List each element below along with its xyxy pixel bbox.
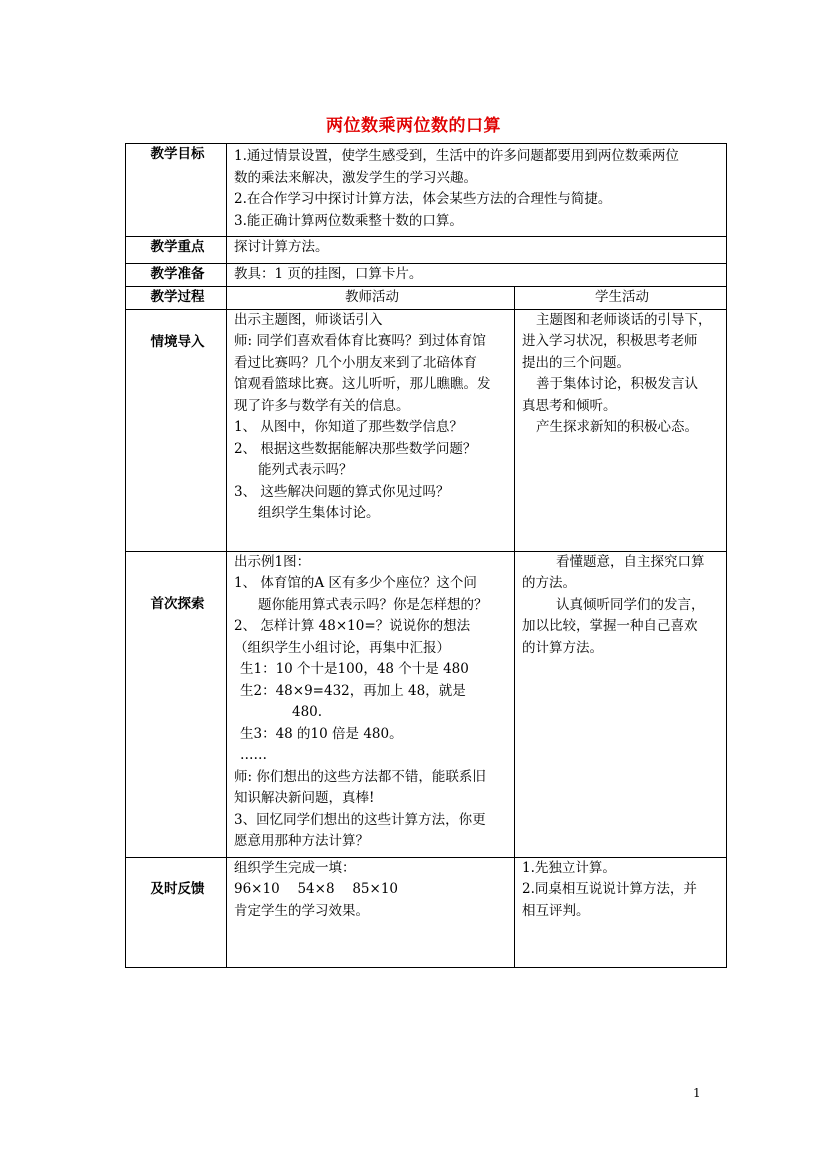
- teacher-line: 2、 怎样计算 48×10=？说说你的想法: [234, 618, 471, 634]
- label-focus: 教学重点: [126, 237, 227, 264]
- teacher-line: ……: [240, 747, 267, 763]
- feedback-teacher: [227, 857, 515, 967]
- teacher-line: 馆观看篮球比赛。这儿听听，那儿瞧瞧。发: [234, 376, 491, 392]
- teacher-line: 480.: [292, 704, 323, 720]
- teacher-line: 1、 体育馆的A 区有多少个座位？这个问: [234, 575, 477, 591]
- label-intro: 情境导入: [126, 309, 227, 551]
- document-title: 两位数乘两位数的口算: [326, 116, 501, 136]
- goal-line: 1.通过情景设置，使学生感受到，生活中的许多问题都要用到两位数乘两位: [234, 148, 679, 164]
- row-prep: [126, 264, 727, 287]
- goals-content: [227, 144, 727, 237]
- teacher-line: 愿意用那种方法计算？: [234, 833, 369, 849]
- teacher-line: 生3：48 的10 倍是 480。: [240, 725, 403, 742]
- row-focus: [126, 237, 727, 264]
- student-line: 加以比较，掌握一种自己喜欢: [522, 618, 698, 634]
- label-prep: 教学准备: [126, 264, 227, 287]
- lesson-plan-table: [125, 143, 727, 968]
- teacher-line: 1、 从图中，你知道了那些数学信息？: [234, 419, 463, 435]
- student-line: 的方法。: [522, 575, 576, 591]
- goal-line: 3.能正确计算两位数乘整十数的口算。: [234, 212, 463, 229]
- goal-line: 2.在合作学习中探讨计算方法，体会某些方法的合理性与简捷。: [234, 191, 612, 207]
- student-line: 认真倾听同学们的发言，: [556, 596, 705, 613]
- student-line: 善于集体讨论，积极发言认: [536, 376, 698, 392]
- intro-teacher: [227, 309, 515, 551]
- teacher-line: 知识解决新问题，真棒!: [234, 790, 375, 806]
- student-line: 进入学习状况，积极思考老师: [522, 333, 698, 349]
- student-header: 学生活动: [515, 287, 727, 310]
- student-line: 相互评判。: [522, 902, 590, 919]
- teacher-line: 生2：48×9=432，再加上 48，就是: [240, 682, 466, 699]
- intro-student: [515, 309, 727, 551]
- student-line: 主题图和老师谈话的引导下，: [536, 311, 712, 328]
- explore-teacher: [227, 551, 515, 857]
- row-explore: [126, 551, 727, 857]
- student-line: 的计算方法。: [522, 639, 603, 656]
- row-feedback: [126, 857, 727, 967]
- teacher-line: （组织学生小组讨论，再集中汇报）: [234, 639, 450, 656]
- row-intro: [126, 309, 727, 551]
- teacher-line: 组织学生完成一填：: [234, 859, 356, 876]
- teacher-line: 肯定学生的学习效果。: [234, 902, 369, 919]
- teacher-line: 能列式表示吗？: [258, 462, 353, 478]
- teacher-line: 出示主题图，师谈话引入: [234, 311, 383, 328]
- teacher-line: 师: 同学们喜欢看体育比赛吗？到过体育馆: [234, 333, 486, 349]
- focus-content: 探讨计算方法。: [227, 237, 727, 264]
- teacher-line: 题你能用算式表示吗？你是怎样想的？: [258, 596, 488, 613]
- teacher-line: 96×10 54×8 85×10: [234, 881, 398, 897]
- row-goals: [126, 144, 727, 237]
- student-line: 1.先独立计算。: [522, 859, 616, 876]
- teacher-header: 教师活动: [227, 287, 515, 310]
- student-line: 提出的三个问题。: [522, 354, 630, 371]
- teacher-line: 现了许多与数学有关的信息。: [234, 397, 410, 414]
- student-line: 产生探求新知的积极心态。: [536, 419, 698, 435]
- label-process: 教学过程: [126, 287, 227, 310]
- prep-content: 教具：1 页的挂图，口算卡片。: [227, 264, 727, 287]
- teacher-line: 生1：10 个十是100，48 个十是 480: [240, 661, 469, 677]
- page-number: 1: [693, 1086, 701, 1100]
- teacher-line: 组织学生集体讨论。: [258, 505, 380, 521]
- label-feedback: 及时反馈: [126, 857, 227, 967]
- student-line: 2.同桌相互说说计算方法，并: [522, 881, 697, 897]
- student-line: 看懂题意，自主探究口算: [556, 553, 705, 570]
- label-goals: 教学目标: [126, 144, 227, 237]
- teacher-line: 看过比赛吗？几个小朋友来到了北碚体育: [234, 354, 477, 371]
- teacher-line: 3、回忆同学们想出的这些计算方法，你更: [234, 811, 486, 828]
- student-line: 真思考和倾听。: [522, 397, 617, 414]
- feedback-student: [515, 857, 727, 967]
- teacher-line: 师: 你们想出的这些方法都不错，能联系旧: [234, 768, 486, 785]
- teacher-line: 出示例1图：: [234, 553, 311, 570]
- label-explore: 首次探索: [126, 551, 227, 857]
- teacher-line: 3、 这些解决问题的算式你见过吗？: [234, 483, 450, 500]
- teacher-line: 2、 根据这些数据能解决那些数学问题？: [234, 440, 477, 457]
- goal-line: 数的乘法来解决，激发学生的学习兴趣。: [234, 169, 477, 186]
- explore-student: [515, 551, 727, 857]
- row-process: [126, 287, 727, 310]
